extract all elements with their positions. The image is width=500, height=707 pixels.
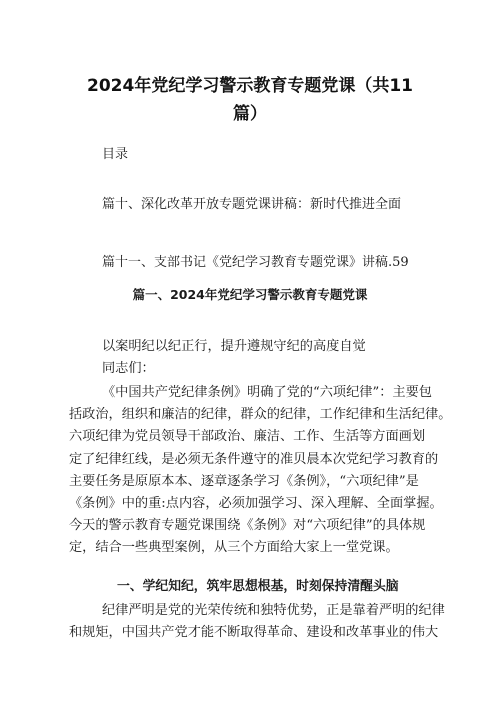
body-paragraph bbox=[69, 382, 452, 560]
paragraph-line: 定，结合一些典型案例，从三个方面给大家上一堂党课。 bbox=[69, 540, 399, 556]
paragraph-line: 纪律严明是党的光荣传统和独特优势，正是靠着严明的纪律 bbox=[102, 603, 445, 618]
salutation: 同志们： bbox=[102, 361, 155, 376]
paragraph-line: 和规矩，中国共产党才能不断取得革命、建设和改革事业的伟大 bbox=[69, 625, 439, 641]
paragraph-line: 今天的警示教育专题党课围绕《条例》对“六项纪律”的具体规 bbox=[69, 518, 426, 534]
speech-subtitle: 以案明纪以纪正行，提升遵规守纪的高度自觉 bbox=[102, 339, 366, 354]
paragraph-line: 主要任务是原原本本、逐章逐条学习《条例》，“六项纪律”是 bbox=[69, 473, 419, 489]
paragraph-line: 定了纪律红线，是必须无条件遵守的准贝晨本次党纪学习教育的 bbox=[69, 451, 439, 467]
section-heading: 篇一、2024年党纪学习警示教育专题党课 bbox=[132, 287, 368, 302]
paragraph-line: 《条例》中的重:点内容，必须加强学习、深入理解、全面掌握。 bbox=[69, 496, 443, 512]
paragraph-line: 六项纪律为党员领导干部政治、廉洁、工作、生活等方面画划 bbox=[69, 429, 426, 445]
sub-heading: 一、学纪知纪，筑牢思想根基，时刻保持清醒头脑 bbox=[117, 579, 399, 594]
document-title-line-1: 2024年党纪学习警示教育专题党课（共11 bbox=[87, 76, 413, 96]
paragraph-line: 括政治，组织和廉洁的纪律，群众的纪律，工作纪律和生活纪律。 bbox=[69, 407, 452, 423]
toc-item[interactable]: 篇十一、支部书记《党纪学习教育专题党课》讲稿.59 bbox=[102, 255, 409, 270]
paragraph-line: 《中国共产党纪律条例》明确了党的“六项纪律”：主要包 bbox=[102, 385, 432, 400]
toc-item[interactable]: 篇十、深化改革开放专题党课讲稿：新时代推进全面 bbox=[102, 197, 402, 212]
toc-label: 目录 bbox=[102, 147, 129, 162]
document-title-line-2: 篇） bbox=[233, 104, 267, 124]
body-paragraph bbox=[69, 600, 445, 644]
document-title bbox=[60, 72, 440, 128]
